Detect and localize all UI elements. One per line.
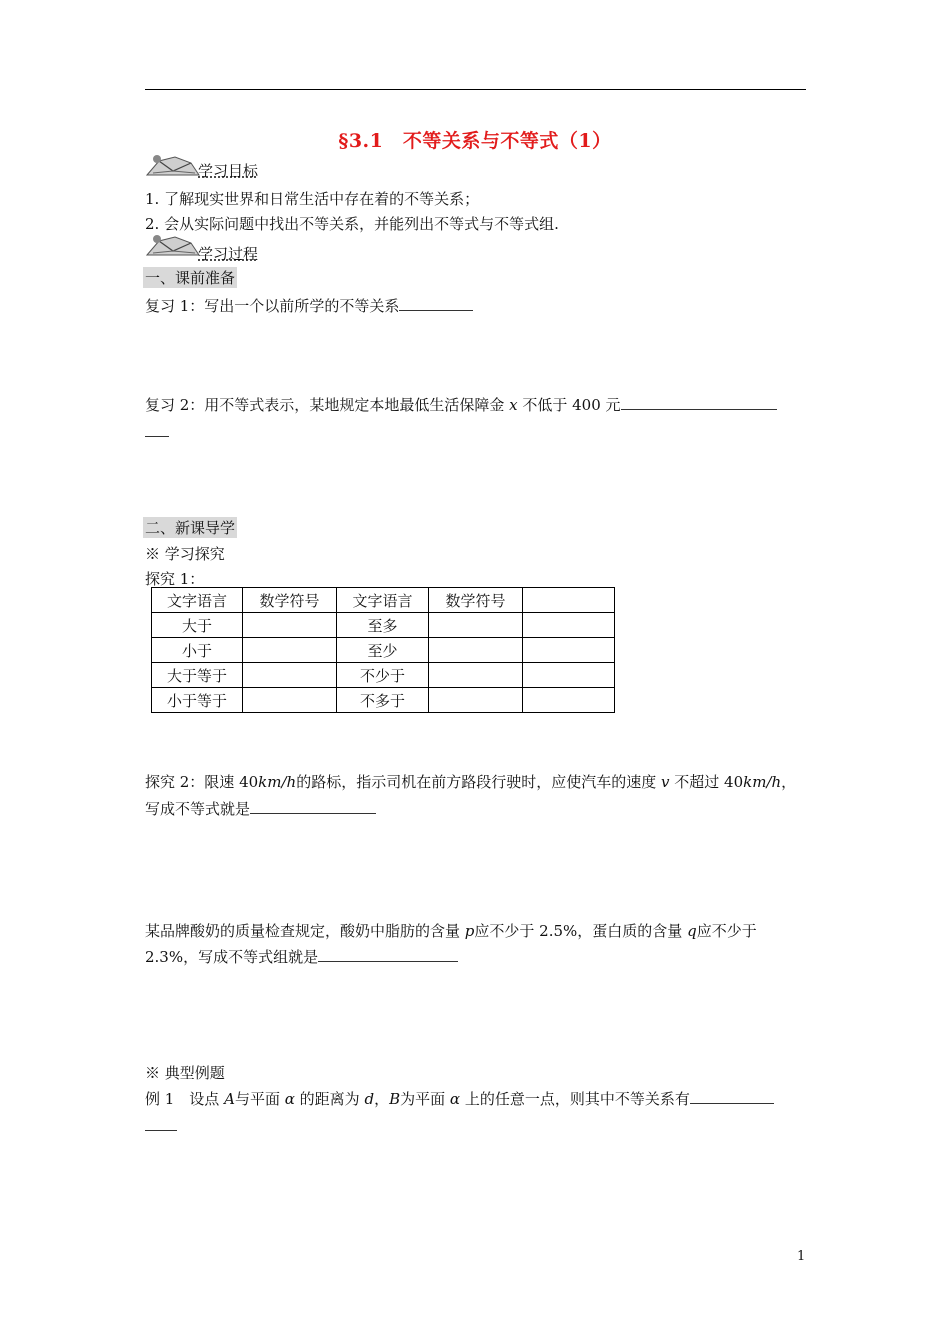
table-cell[interactable] [243, 638, 337, 663]
unit-kmh: km/h [258, 773, 297, 791]
answer-blank[interactable] [690, 1089, 774, 1104]
page-title: §3.1 不等关系与不等式（1） [338, 130, 612, 152]
symbol-table [151, 587, 615, 713]
example-text: 上的任意一点，则其中不等关系有 [464, 1090, 690, 1108]
table-row [152, 638, 615, 663]
answer-blank[interactable] [621, 395, 777, 410]
table-header [523, 588, 615, 613]
plane-alpha: α [449, 1090, 461, 1108]
review-2-continuation [145, 422, 169, 441]
explore-2-text: 不超过 40 [674, 773, 744, 791]
table-row [152, 613, 615, 638]
table-cell[interactable] [429, 613, 523, 638]
yogurt-text: 某品牌酸奶的质量检查规定，酸奶中脂肪的含量 [145, 922, 461, 940]
plane-alpha: α [284, 1090, 295, 1108]
table-row [152, 663, 615, 688]
explore-2-text: ， [781, 773, 797, 791]
header-rule [145, 89, 806, 90]
table-cell: 大于等于 [152, 663, 243, 688]
example-text: ， [374, 1090, 390, 1108]
explore-2 [145, 771, 796, 792]
table-row [152, 688, 615, 713]
review-1-text: 复习 1：写出一个以前所学的不等关系 [145, 297, 400, 315]
book-icon [145, 233, 201, 259]
table-cell[interactable] [523, 613, 615, 638]
review-2-text: 复习 2：用不等式表示，某地规定本地最低生活保障金 [145, 396, 505, 414]
explore-2-line2 [145, 798, 376, 819]
table-cell: 不少于 [337, 663, 429, 688]
point-a: A [224, 1090, 235, 1108]
table-header: 数学符号 [429, 588, 523, 613]
table-cell[interactable] [523, 663, 615, 688]
answer-blank[interactable] [145, 1116, 177, 1131]
section-new-heading: 二、新课导学 [145, 519, 236, 537]
table-cell[interactable] [429, 688, 523, 713]
example-text: 与平面 [234, 1090, 280, 1108]
point-b: B [389, 1090, 401, 1108]
example-text: 为平面 [400, 1090, 446, 1108]
explore-2-text: 写成不等式就是 [145, 800, 251, 818]
example-text: 的距离为 [299, 1090, 360, 1108]
unit-kmh: km/h [743, 773, 782, 791]
table-header: 数学符号 [243, 588, 337, 613]
review-1 [145, 295, 473, 316]
table-cell[interactable] [429, 638, 523, 663]
yogurt-text: 应不少于 [696, 922, 757, 940]
table-cell[interactable] [523, 638, 615, 663]
example-1 [145, 1088, 774, 1109]
example-text: 例 1 设点 [145, 1090, 220, 1108]
table-cell: 至多 [337, 613, 429, 638]
table-cell: 至少 [337, 638, 429, 663]
table-cell: 大于 [152, 613, 243, 638]
yogurt-text: 2.3%，写成不等式组就是 [145, 948, 319, 966]
answer-blank[interactable] [145, 422, 169, 437]
table-cell: 小于等于 [152, 688, 243, 713]
book-icon [145, 153, 201, 179]
process-heading: 学习过程 [198, 245, 259, 263]
variable-p: p [464, 922, 475, 940]
explore-1-label: 探究 1： [145, 570, 205, 588]
distance-d: d [364, 1090, 375, 1108]
yogurt-problem [145, 920, 757, 941]
explore-2-text: 探究 2：限速 40 [145, 773, 259, 791]
section-prep-heading: 一、课前准备 [145, 269, 236, 287]
explore-2-text: 的路标，指示司机在前方路段行驶时，应使汽车的速度 [296, 773, 657, 791]
example-1-continuation [145, 1116, 177, 1135]
variable-v: v [661, 773, 670, 791]
objective-1: 1. 了解现实世界和日常生活中存在着的不等关系； [145, 190, 480, 208]
table-header: 文字语言 [337, 588, 429, 613]
table-header-row [152, 588, 615, 613]
review-2-tail: 不低于 400 元 [522, 396, 621, 414]
table-cell[interactable] [243, 688, 337, 713]
table-cell[interactable] [243, 613, 337, 638]
example-heading: ※ 典型例题 [145, 1064, 225, 1082]
yogurt-line2 [145, 946, 458, 967]
table-cell[interactable] [523, 688, 615, 713]
table-cell[interactable] [243, 663, 337, 688]
objectives-heading: 学习目标 [198, 162, 259, 180]
explore-heading: ※ 学习探究 [145, 545, 225, 563]
objective-2: 2. 会从实际问题中找出不等关系，并能列出不等式与不等式组. [145, 215, 559, 233]
variable-q: q [687, 922, 697, 940]
table-cell: 小于 [152, 638, 243, 663]
table-cell: 不多于 [337, 688, 429, 713]
table-header: 文字语言 [152, 588, 243, 613]
review-2 [145, 394, 777, 415]
answer-blank[interactable] [318, 947, 458, 962]
table-cell[interactable] [429, 663, 523, 688]
page-number: 1 [797, 1249, 806, 1264]
variable-x: x [509, 396, 518, 414]
answer-blank[interactable] [399, 296, 473, 311]
answer-blank[interactable] [250, 799, 376, 814]
yogurt-text: 应不少于 2.5%，蛋白质的含量 [474, 922, 683, 940]
